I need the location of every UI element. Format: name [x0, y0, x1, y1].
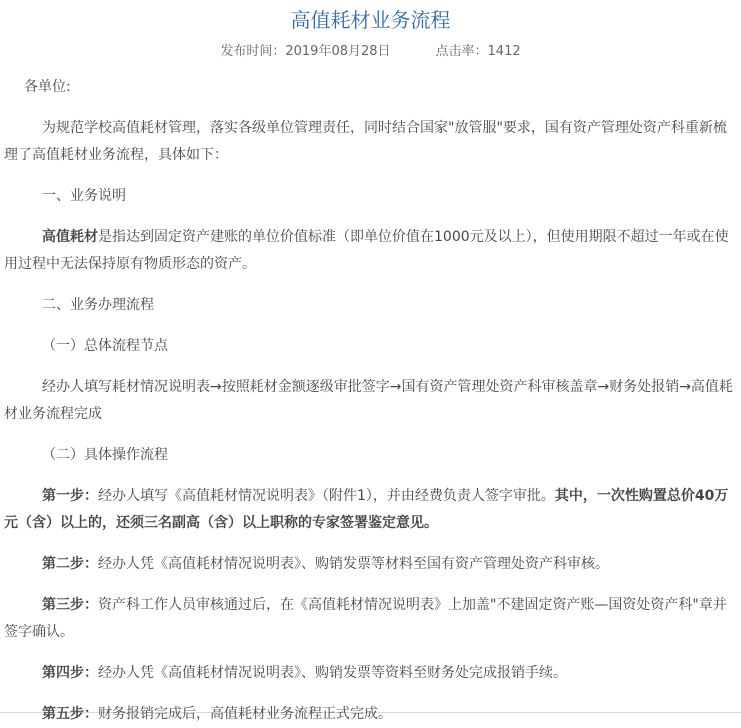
- article-body: [4, 74, 737, 728]
- subsection2-heading: （二）具体操作流程: [42, 447, 168, 463]
- step-1-text: 经办人填写《高值耗材情况说明表》（附件1），并由经费负责人签字审批。: [98, 488, 555, 504]
- hit-count-label: 点击率：1412: [435, 44, 521, 59]
- article-meta: [4, 44, 737, 60]
- salutation: 各单位:: [24, 79, 71, 95]
- definition-text: 是指达到固定资产建账的单位价值标准（即单位价值在1000元及以上），但使用期限不超过一年或在使用过程中无法保持原有物质形态的资产。: [4, 229, 729, 272]
- page-title: 高值耗材业务流程: [290, 8, 451, 32]
- section1-heading: 一、业务说明: [42, 188, 126, 204]
- intro-paragraph: 为规范学校高值耗材管理，落实各级单位管理责任，同时结合国家"放管服"要求，国有资产管理处资产科重新梳理了高值耗材业务流程，具体如下：: [4, 120, 727, 163]
- definition-paragraph: [4, 224, 737, 278]
- step-3-text: 资产科工作人员审核通过后，在《高值耗材情况说明表》上加盖"不建固定资产账—国资处资产科"章并签字确认。: [4, 597, 727, 640]
- step-3-label: 第三步：: [42, 597, 98, 613]
- publish-date-label: 发布时间：2019年08月28日: [220, 44, 391, 59]
- step-2-label: 第二步：: [42, 556, 98, 572]
- step-3-paragraph: [4, 592, 737, 646]
- step-1-paragraph: [4, 483, 737, 537]
- step-1-emphasis: 其中，一次性购置总价40万元（含）以上的，还须三名副高（含）以上职称的专家签署鉴定意见。: [4, 488, 729, 531]
- subsection1-heading: （一）总体流程节点: [42, 338, 168, 354]
- step-1-label: 第一步：: [42, 488, 98, 504]
- definition-term: 高值耗材: [42, 229, 98, 245]
- step-5-label: 第五步：: [42, 706, 98, 722]
- step-2-text: 经办人凭《高值耗材情况说明表》、购销发票等材料至国有资产管理处资产科审核。: [98, 556, 609, 572]
- step-4-text: 经办人凭《高值耗材情况说明表》、购销发票等资料至财务处完成报销手续。: [98, 665, 567, 681]
- step-4-paragraph: [4, 660, 737, 687]
- article-page: [0, 8, 741, 722]
- flow-paragraph: 经办人填写耗材情况说明表→按照耗材金额逐级审批签字→国有资产管理处资产科审核盖章→财务处报销→高值耗材业务流程完成: [4, 379, 733, 422]
- section2-heading: 二、业务办理流程: [42, 297, 154, 313]
- step-5-text: 财务报销完成后，高值耗材业务流程正式完成。: [98, 706, 392, 722]
- step-4-label: 第四步：: [42, 665, 98, 681]
- step-5-paragraph: [4, 701, 737, 728]
- step-2-paragraph: [4, 551, 737, 578]
